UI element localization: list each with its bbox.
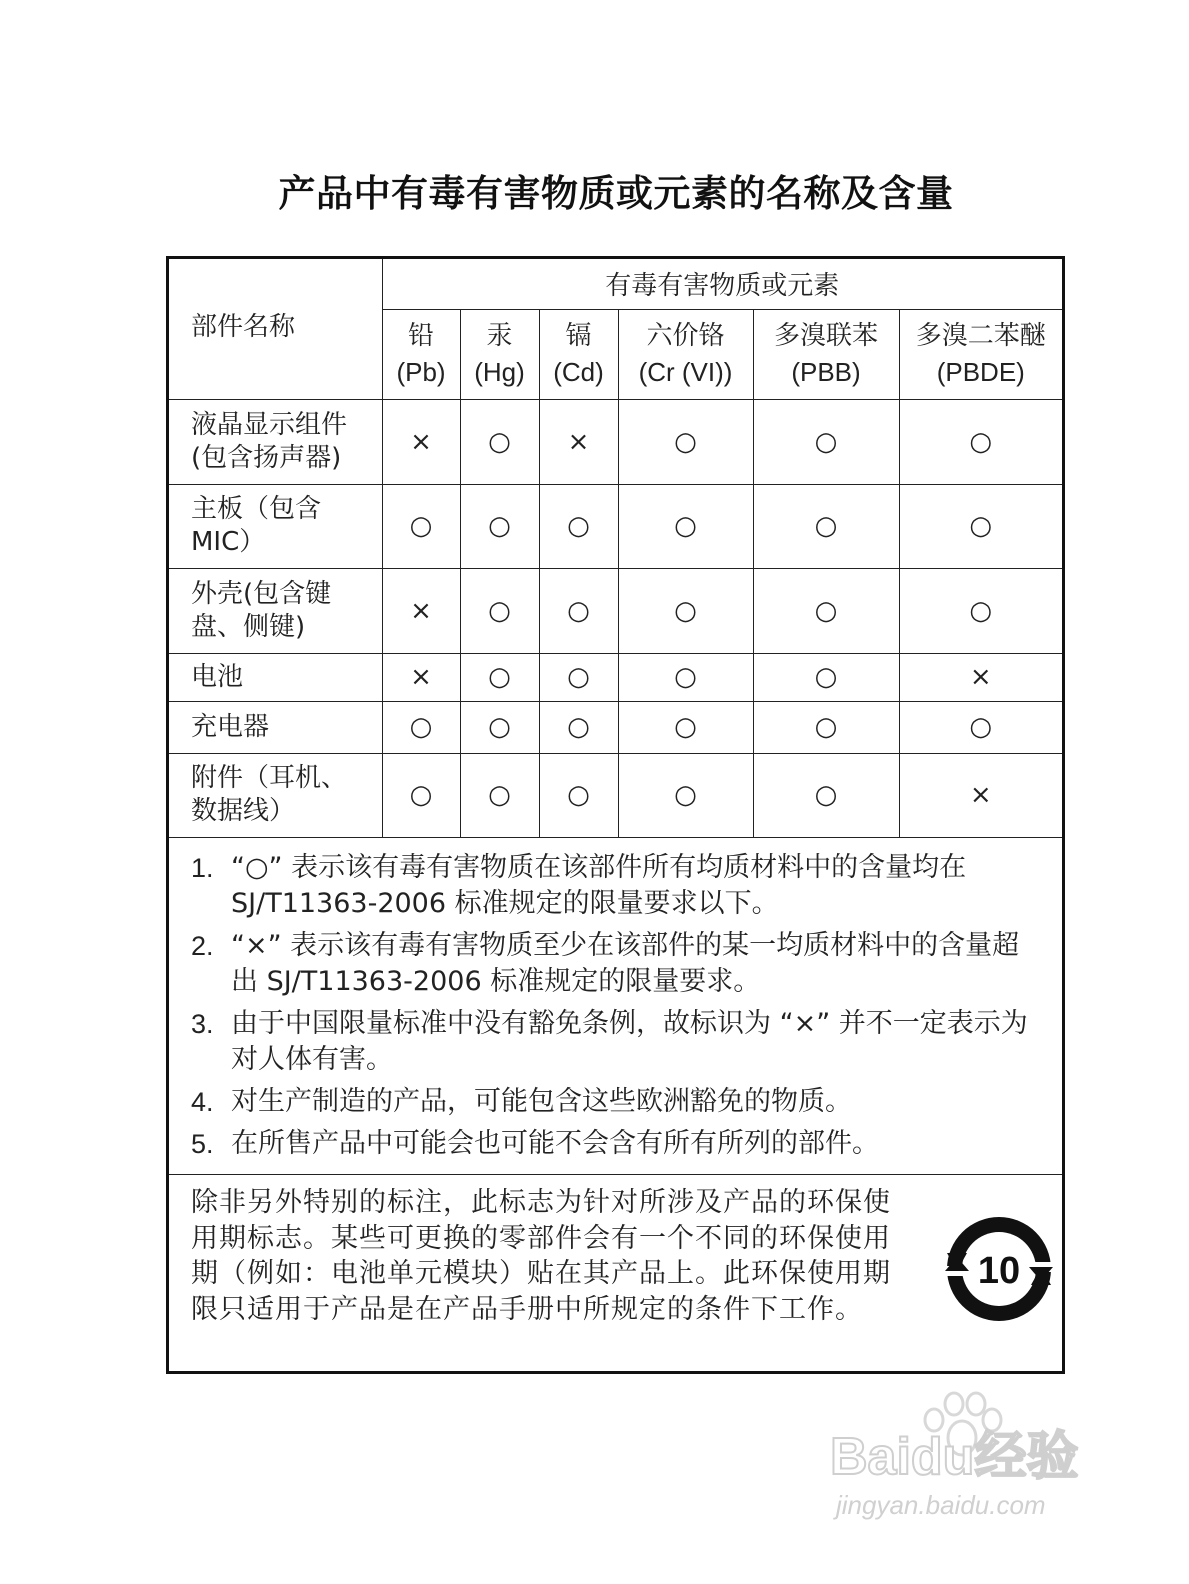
substance-mark: ○ [460,701,539,753]
note-text: 对生产制造的产品，可能包含这些欧洲豁免的物质。 [231,1086,852,1117]
note-text: 在所售产品中可能会也可能不会含有所有所列的部件。 [231,1128,879,1159]
substance-symbol: (PBB) [791,357,861,387]
note-item [191,850,1042,922]
substance-name: 汞 [486,321,513,351]
part-name: 主板（包含MIC） [169,484,382,568]
column-header [460,309,539,399]
substance-mark: ○ [753,701,899,753]
substance-mark: ○ [899,399,1062,484]
hazard-substance-table-frame [166,256,1065,1374]
substance-name: 镉 [565,321,592,351]
substance-mark: × [539,399,618,484]
watermark-url: jingyan.baidu.com [836,1490,1046,1520]
logo-number: 10 [977,1250,1021,1292]
note-item [191,1126,1042,1162]
note-number: 3. [191,1009,214,1039]
note-number: 2. [191,931,214,961]
note-item [191,1084,1042,1120]
notes-section [169,837,1062,1174]
substance-symbol: (PBDE) [936,357,1025,387]
table-row [169,753,1062,837]
footer-text: 除非另外特别的标注，此标志为针对所涉及产品的环保使用期标志。某些可更换的零部件会有一个不同的环保使用期（例如：电池单元模块）贴在其产品上。此环保使用期限只适用于产品是在产品手册中所规定的条件下工作。 [191,1187,891,1325]
substance-mark: ○ [539,653,618,701]
substance-name: 多溴联苯 [773,321,878,351]
part-name: 电池 [169,653,382,701]
substance-mark: ○ [382,484,460,568]
substance-mark: × [899,753,1062,837]
note-text: “○” 表示该有毒有害物质在该部件所有均质材料中的含量均在 SJ/T11363-2006 标准规定的限量要求以下。 [231,852,967,919]
substance-mark: ○ [753,399,899,484]
watermark-brand: Baidu经验 [830,1428,1079,1486]
substance-name: 铅 [407,321,434,351]
footer-section [169,1174,1062,1371]
substance-mark: ○ [539,701,618,753]
substance-symbol: (Cr (VI)) [638,357,733,387]
note-text: “×” 表示该有毒有害物质至少在该部件的某一均质材料中的含量超出 SJ/T11363-2006 标准规定的限量要求。 [231,930,1020,997]
substance-mark: ○ [899,568,1062,653]
substance-mark: ○ [539,484,618,568]
part-name: 外壳(包含键盘、侧键) [169,568,382,653]
substance-mark: ○ [753,653,899,701]
substance-mark: ○ [618,484,753,568]
substance-mark: × [899,653,1062,701]
substance-mark: ○ [460,753,539,837]
column-header [382,309,460,399]
substance-symbol: (Hg) [474,357,525,387]
substance-mark: ○ [753,484,899,568]
note-number: 1. [191,853,214,883]
column-header [539,309,618,399]
substance-mark: ○ [618,653,753,701]
substance-symbol: (Cd) [553,357,604,387]
part-name: 液晶显示组件(包含扬声器) [169,399,382,484]
substance-mark: ○ [618,701,753,753]
substance-mark: ○ [618,568,753,653]
substance-mark: ○ [460,568,539,653]
table-row [169,399,1062,484]
substance-mark: ○ [460,484,539,568]
substance-mark: × [382,568,460,653]
note-item [191,928,1042,1000]
substance-table [169,259,1062,838]
column-header [618,309,753,399]
table-row [169,653,1062,701]
group-header: 有毒有害物质或元素 [382,259,1062,309]
substance-mark: ○ [382,753,460,837]
substance-mark: ○ [618,399,753,484]
table-row [169,484,1062,568]
column-header [753,309,899,399]
substance-mark: ○ [460,399,539,484]
substance-symbol: (Pb) [396,357,446,387]
note-text: 由于中国限量标准中没有豁免条例，故标识为 “×” 并不一定表示为对人体有害。 [231,1008,1028,1075]
substance-mark: ○ [618,753,753,837]
table-row [169,701,1062,753]
part-header: 部件名称 [169,259,382,399]
column-header [899,309,1062,399]
eco-use-period-10-logo-icon [943,1213,1055,1325]
part-name: 附件（耳机、数据线） [169,753,382,837]
substance-mark: ○ [539,568,618,653]
substance-mark: ○ [899,484,1062,568]
substance-mark: ○ [753,753,899,837]
part-name: 充电器 [169,701,382,753]
table-row [169,568,1062,653]
substance-name: 六价铬 [646,321,725,351]
substance-name: 多溴二苯醚 [915,321,1046,351]
substance-mark: ○ [460,653,539,701]
note-item [191,1006,1042,1078]
page-title: 产品中有毒有害物质或元素的名称及含量 [278,172,954,215]
substance-mark: × [382,399,460,484]
baidu-jingyan-watermark [830,1390,1110,1540]
substance-mark: × [382,653,460,701]
substance-mark: ○ [382,701,460,753]
substance-mark: ○ [899,701,1062,753]
substance-mark: ○ [753,568,899,653]
substance-mark: ○ [539,753,618,837]
note-number: 5. [191,1129,214,1159]
note-number: 4. [191,1087,214,1117]
